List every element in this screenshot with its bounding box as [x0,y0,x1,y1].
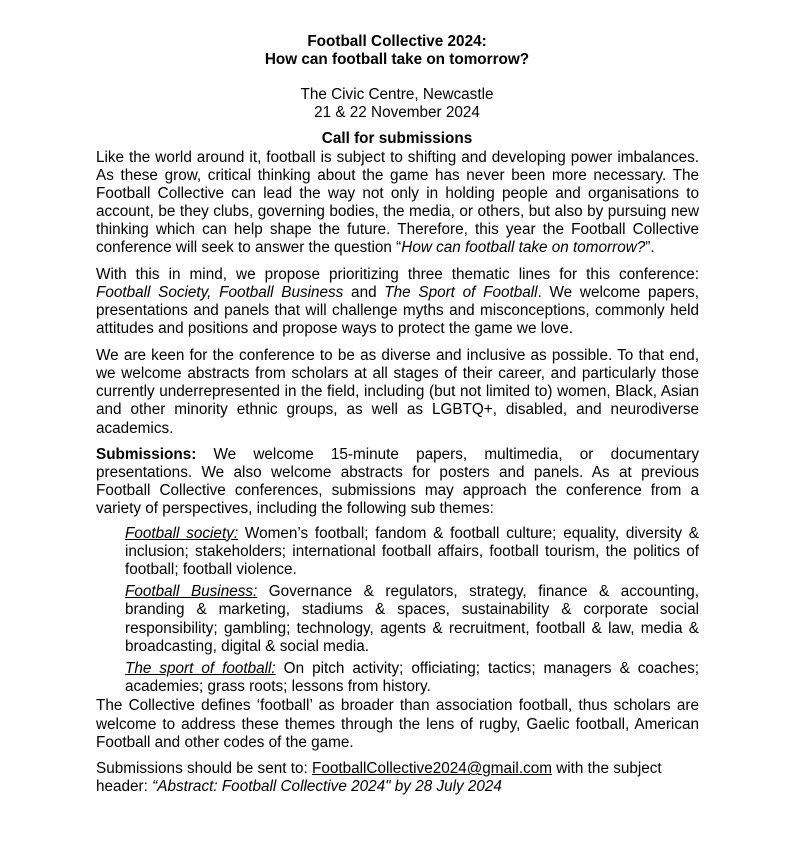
subtheme-business [125,583,699,655]
subtheme-sport-text: On pitch activity; officiating; tactics; managers & coaches; academies; grass roots; lessons from history. [125,660,699,696]
title-line-2: How can football take on tomorrow? [264,51,530,69]
themes-text-2: . We welcome papers, presentations and panels that will challenge myths and misconceptions, commonly held attitudes and positions and propose ways to protect the game we love. [96,284,699,338]
contact-text-2: with the subject header: [96,760,662,796]
intro-end: ”. [645,239,655,257]
submissions-text: We welcome 15-minute papers, multimedia, or documentary presentations. We also welcome abstracts for posters and panels. As at previous Football Collective conferences, submissions may approach the conference from a variety of perspectives, including the following sub themes: [96,446,699,518]
subtheme-society-text: Women’s football; fandom & football culture; equality, diversity & inclusion; stakeholders; international football affairs, football tourism, the politics of football; football violence. [125,524,699,578]
subtheme-sport [125,660,699,696]
subject-header: “Abstract: Football Collective 2024" by 28 July 2024 [152,778,502,796]
document-body [96,149,699,805]
subtheme-sport-title: The sport of football: [125,660,276,678]
subtheme-business-title: Football Business: [125,583,258,601]
contact-text-1: Submissions should be sent to: [96,760,312,778]
subtheme-society-title: Football society: [125,524,239,542]
subtheme-society [125,525,699,579]
document-title [0,33,794,69]
themes-and: and [343,284,385,302]
diversity-paragraph: We are keen for the conference to be as diverse and inclusive as possible. To that end, we welcome abstracts from scholars at all stages of their career, and particularly those currently underrepresented in the field, including (but not limited to) women, Black, Asian and other minority ethnic groups, as well as LGBTQ+, disabled, and neurodiverse academics. [96,347,699,437]
themes-paragraph [96,266,699,338]
theme-sport: The Sport of Football [384,284,538,302]
intro-question: How can football take on tomorrow? [401,239,646,257]
collective-paragraph: The Collective defines ‘football’ as broader than association football, thus scholars are welcome to address these themes through the lens of rugby, Gaelic football, American Football and other codes of the game. [96,697,699,751]
intro-text: Like the world around it, football is subject to shifting and developing power imbalances. As these grow, critical thinking about the game has never been more necessary. The Football Collective can lead the way not only in holding people and organisations to account, be they clubs, governing bodies, the media, or others, but also by pursuing new thinking which can help shape the future. Therefore, this year the Football Collective conference will seek to answer the question “ [96,149,699,257]
submissions-paragraph [96,446,699,518]
intro-paragraph [96,149,699,258]
contact-paragraph [96,760,699,796]
submissions-label: Submissions: [96,446,197,464]
theme-society-business: Football Society, Football Business [96,284,344,302]
event-dates: 21 & 22 November 2024 [314,104,480,122]
event-details [0,86,794,122]
themes-text-1: With this in mind, we propose prioritizing three thematic lines for this conference: [96,266,699,284]
email-link[interactable]: FootballCollective2024@gmail.com [311,760,552,778]
call-heading: Call for submissions [321,130,473,147]
subtheme-business-text: Governance & regulators, strategy, finance & accounting, branding & marketing, stadiums & spaces, sustainability & corporate social responsibility; gambling; technology, agents & recruitment, football & law, media & broadcasting, digital & social media. [125,583,699,655]
title-line-1: Football Collective 2024: [307,33,487,50]
venue: The Civic Centre, Newcastle [300,86,494,103]
